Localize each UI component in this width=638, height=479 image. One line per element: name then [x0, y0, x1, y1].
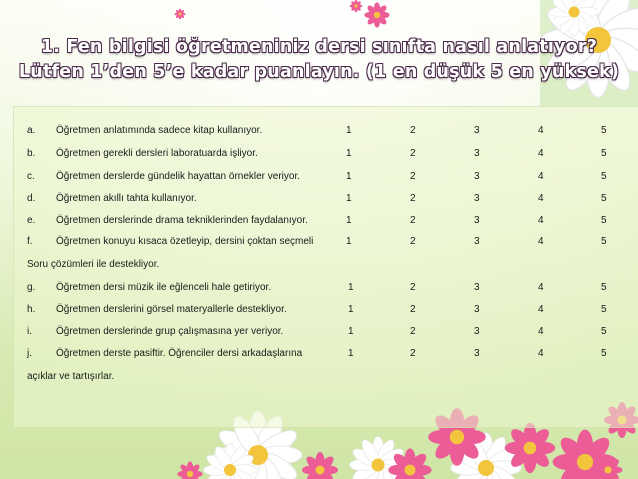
score-4: 4	[538, 304, 544, 315]
score-3: 3	[474, 326, 480, 337]
score-3: 3	[474, 304, 480, 315]
question-text: Öğretmen derslerinde drama tekniklerinden faydalanıyor.	[56, 215, 308, 226]
score-1: 1	[346, 236, 352, 247]
score-2: 2	[410, 348, 416, 359]
score-5: 5	[601, 125, 607, 136]
score-1: 1	[348, 282, 354, 293]
question-letter: j.	[27, 348, 32, 359]
score-4: 4	[538, 148, 544, 159]
question-text: Öğretmen dersi müzik ile eğlenceli hale getiriyor.	[56, 282, 272, 293]
score-2: 2	[410, 326, 416, 337]
score-5: 5	[601, 215, 607, 226]
score-3: 3	[474, 171, 480, 182]
score-1: 1	[348, 304, 354, 315]
question-letter: b.	[27, 148, 36, 159]
score-2: 2	[410, 236, 416, 247]
score-5: 5	[601, 171, 607, 182]
question-letter: f.	[27, 236, 33, 247]
question-continuation: açıklar ve tartışırlar.	[27, 371, 115, 382]
question-letter: h.	[27, 304, 36, 315]
score-1: 1	[348, 348, 354, 359]
score-3: 3	[474, 215, 480, 226]
page-title: 1. Fen bilgisi öğretmeniniz dersi sınıfta nasıl anlatıyor?	[40, 37, 598, 57]
question-letter: a.	[27, 125, 36, 136]
question-text: Öğretmen gerekli dersleri laboratuarda işliyor.	[56, 148, 258, 159]
page-subtitle: Lütfen 1’den 5’e kadar puanlayın. (1 en düşük 5 en yüksek)	[18, 62, 620, 82]
question-row	[0, 282, 638, 300]
score-2: 2	[410, 304, 416, 315]
score-4: 4	[538, 326, 544, 337]
question-row	[0, 193, 638, 211]
question-letter: g.	[27, 282, 36, 293]
score-2: 2	[410, 215, 416, 226]
score-1: 1	[346, 148, 352, 159]
question-text: Öğretmen derste pasiftir. Öğrenciler dersi arkadaşlarına	[56, 348, 303, 359]
question-row	[0, 304, 638, 322]
question-letter: i.	[27, 326, 32, 337]
score-3: 3	[474, 125, 480, 136]
score-2: 2	[410, 171, 416, 182]
question-row	[0, 148, 638, 166]
question-text: Öğretmen derslerde gündelik hayattan örnekler veriyor.	[56, 171, 301, 182]
score-4: 4	[538, 171, 544, 182]
score-2: 2	[410, 125, 416, 136]
score-2: 2	[410, 282, 416, 293]
question-row	[0, 236, 638, 254]
score-4: 4	[538, 282, 544, 293]
score-4: 4	[538, 215, 544, 226]
score-5: 5	[601, 193, 607, 204]
question-text: Öğretmen konuyu kısaca özetleyip, dersini çoktan seçmeli	[56, 236, 314, 247]
score-3: 3	[474, 348, 480, 359]
question-letter: c.	[27, 171, 35, 182]
question-text: Öğretmen derslerini görsel materyallerle destekliyor.	[56, 304, 287, 315]
score-3: 3	[474, 236, 480, 247]
score-1: 1	[346, 215, 352, 226]
question-row	[0, 326, 638, 344]
question-row	[0, 348, 638, 366]
score-2: 2	[410, 193, 416, 204]
question-text: Öğretmen derslerinde grup çalışmasına yer veriyor.	[56, 326, 284, 337]
score-5: 5	[601, 282, 607, 293]
score-4: 4	[538, 125, 544, 136]
question-row	[0, 171, 638, 189]
score-1: 1	[346, 193, 352, 204]
score-4: 4	[538, 348, 544, 359]
score-3: 3	[474, 148, 480, 159]
score-1: 1	[346, 171, 352, 182]
score-5: 5	[601, 236, 607, 247]
question-letter: e.	[27, 215, 36, 226]
score-4: 4	[538, 236, 544, 247]
question-continuation: Soru çözümleri ile destekliyor.	[27, 259, 160, 270]
score-5: 5	[601, 304, 607, 315]
score-5: 5	[601, 148, 607, 159]
question-letter: d.	[27, 193, 36, 204]
score-5: 5	[601, 348, 607, 359]
score-1: 1	[346, 125, 352, 136]
question-text: Öğretmen anlatımında sadece kitap kullanıyor.	[56, 125, 263, 136]
score-4: 4	[538, 193, 544, 204]
question-row	[0, 125, 638, 143]
question-text: Öğretmen akıllı tahta kullanıyor.	[56, 193, 197, 204]
score-1: 1	[348, 326, 354, 337]
score-3: 3	[474, 282, 480, 293]
score-3: 3	[474, 193, 480, 204]
score-5: 5	[601, 326, 607, 337]
score-2: 2	[410, 148, 416, 159]
question-row	[0, 215, 638, 233]
